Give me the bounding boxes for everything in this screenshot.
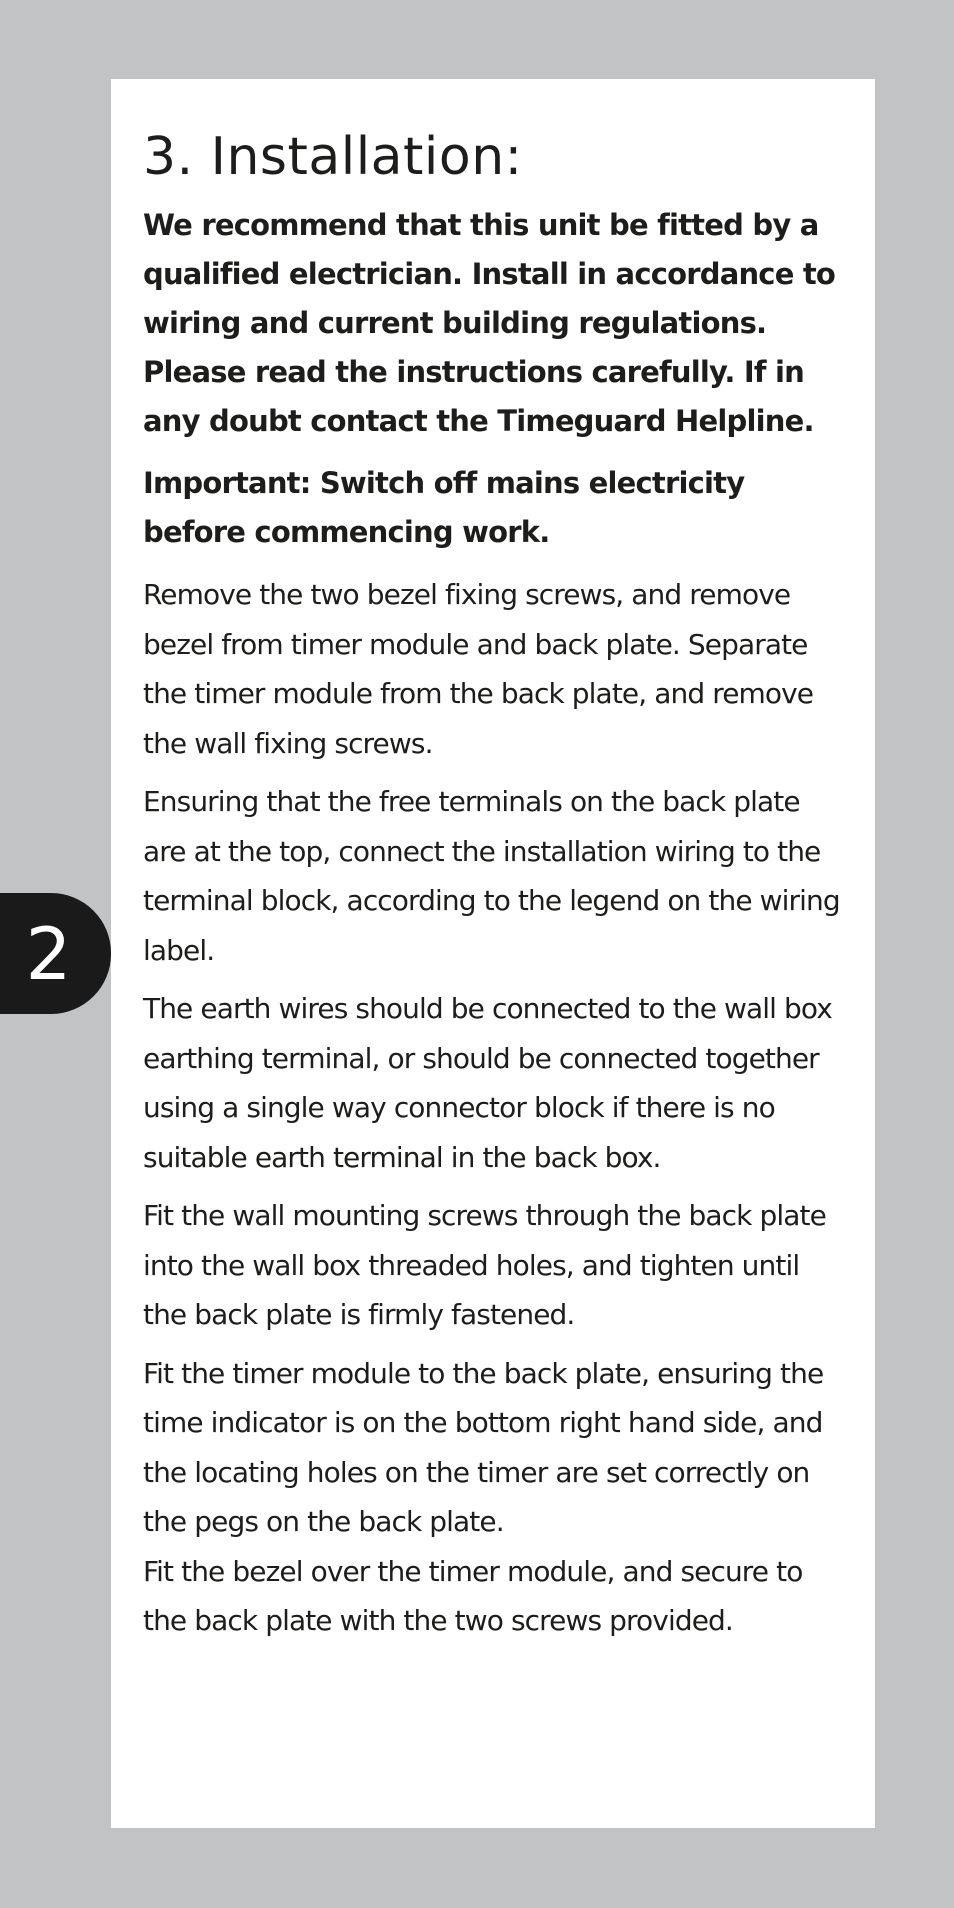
instruction-earth-wires: The earth wires should be connected to the wall box earthing terminal, or should be connected together using a single way connector block if there is no suitable earth terminal in the back box. — [143, 992, 832, 1174]
electrician-recommendation: We recommend that this unit be fitted by a qualified electrician. Install in accordance to wiring and current building regulations. Please read the instructions carefully. If in any doubt contact the Timeguard Helpline. — [143, 208, 836, 438]
page-number-tab — [0, 893, 111, 1014]
instruction-fit-bezel: Fit the bezel over the timer module, and secure to the back plate with the two screws provided. — [143, 1554, 803, 1637]
installation-section — [143, 127, 848, 1655]
instruction-fit-timer-module: Fit the timer module to the back plate, ensuring the time indicator is on the bottom right hand side, and the locating holes on the timer are set correctly on the pegs on the back plate. — [143, 1356, 824, 1538]
instruction-remove-bezel: Remove the two bezel fixing screws, and remove bezel from timer module and back plate. Separate the timer module from the back plate, and remove the wall fixing screws. — [143, 578, 814, 760]
safety-warning: Important: Switch off mains electricity before commencing work. — [143, 466, 745, 549]
page-card — [111, 79, 875, 1828]
instruction-connect-wiring: Ensuring that the free terminals on the back plate are at the top, connect the installation wiring to the terminal block, according to the legend on the wiring label. — [143, 785, 840, 967]
instruction-wall-screws: Fit the wall mounting screws through the back plate into the wall box threaded holes, and tighten until the back plate is firmly fastened. — [143, 1199, 826, 1331]
section-heading: 3. Installation: — [143, 127, 523, 187]
page-number: 2 — [25, 911, 72, 996]
